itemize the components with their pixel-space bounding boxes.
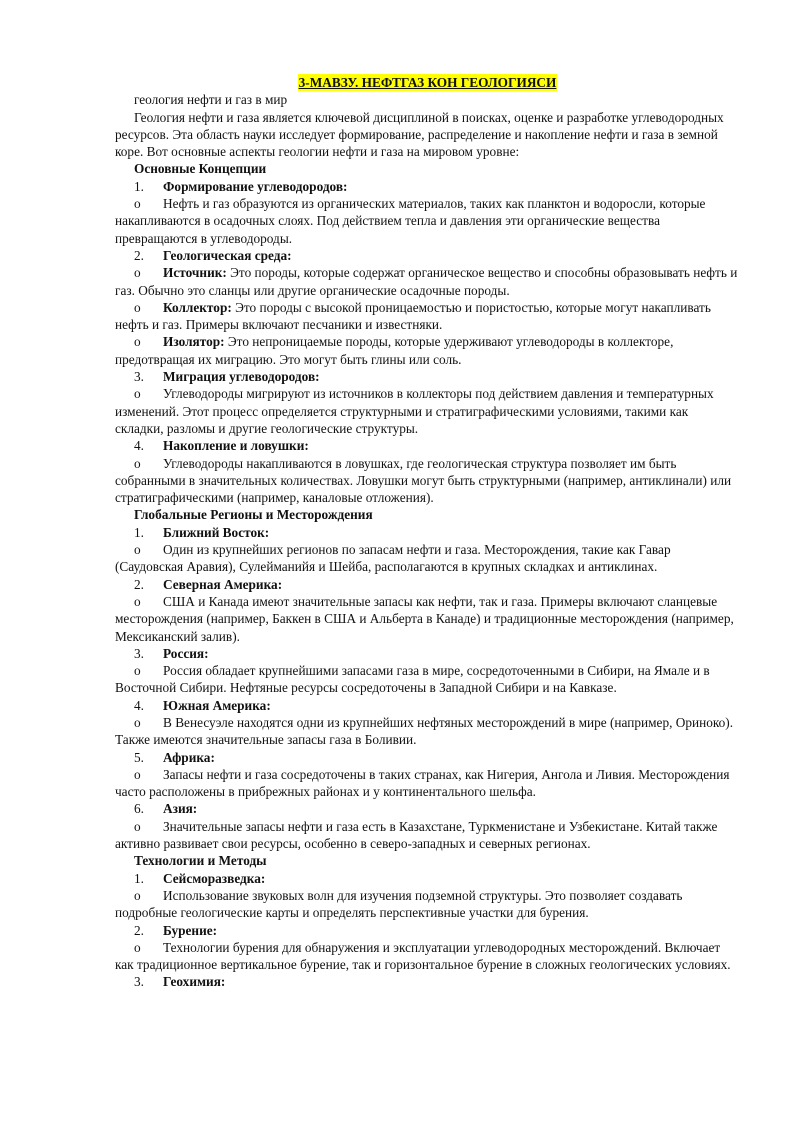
sub-item-lead: Коллектор: [163, 299, 232, 315]
sub-item-text: Запасы нефти и газа сосредоточены в таких странах, как Нигерия, Ангола и Ливия. Месторождения часто расположены в прибрежных районах и у континентального шельфа. [115, 766, 730, 800]
sub-item [115, 818, 740, 853]
sub-item-text: Один из крупнейших регионов по запасам нефти и газа. Месторождения, такие как Гавар (Саудовская Аравия), Сулейманийя и Шейба, располагаются в крупных складках и антиклинах. [115, 542, 671, 575]
numbered-item [115, 368, 740, 385]
bullet-marker: o [134, 714, 141, 730]
sub-item-text: В Венесуэле находятся одни из крупнейших нефтяных месторождений в мире (например, Ориноко). Также имеются значительные запасы газа в Боливии. [115, 714, 734, 748]
bullet-marker: o [134, 663, 141, 679]
bullet-marker: o [134, 593, 141, 609]
item-number: 2. [134, 576, 144, 592]
item-number: 4. [134, 438, 144, 454]
sub-item-text: Нефть и газ образуются из органических материалов, таких как планктон и водоросли, которые накапливаются в осадочных слоях. Под действием тепла и давления эти органические вещества превращаются в углеводороды. [115, 196, 706, 246]
numbered-item [115, 247, 740, 264]
item-number: 3. [134, 369, 144, 385]
numbered-item [115, 524, 740, 541]
item-number: 2. [134, 922, 144, 938]
bullet-marker: o [134, 265, 141, 281]
bullet-marker: o [134, 939, 141, 955]
sub-item-text: Углеводороды накапливаются в ловушках, где геологическая структура позволяет им быть собранными в значительных количествах. Ловушки могут быть структурными (например, антиклинали) или стратиграфическими (например, каналовые отложения). [115, 455, 732, 506]
numbered-item [115, 922, 740, 939]
section-heading: Основные Концепции [134, 161, 267, 177]
item-label: Россия: [163, 645, 209, 661]
item-label: Южная Америка: [163, 697, 271, 713]
sub-item [115, 939, 740, 974]
numbered-item [115, 973, 740, 990]
sub-item [115, 385, 740, 437]
sub-item-text: Углеводороды мигрируют из источников в коллекторы под действием давления и температурных изменений. Этот процесс определяется структурными и стратиграфическими условиями, такими как складки, разломы и другие геологические структуры. [115, 386, 714, 436]
item-number: 3. [134, 645, 144, 661]
item-label: Ближний Восток: [163, 524, 270, 540]
item-number: 1. [134, 870, 144, 886]
numbered-item [115, 576, 740, 593]
sub-item-text: Это непроницаемые породы, которые удерживают углеводороды в коллекторе, предотвращая их миграцию. Это могут быть глины или соль. [115, 334, 674, 367]
section-heading: Технологии и Методы [134, 853, 267, 869]
sub-item [115, 455, 740, 507]
item-number: 4. [134, 697, 144, 713]
item-label: Накопление и ловушки: [163, 438, 309, 454]
numbered-item [115, 437, 740, 454]
sub-item [115, 541, 740, 576]
bullet-marker: o [134, 386, 141, 402]
item-number: 1. [134, 178, 144, 194]
sub-item [115, 299, 740, 334]
document-subtitle: геология нефти и газ в мир [134, 92, 288, 108]
sub-item-text: Это породы с высокой проницаемостью и пористостью, которые могут накапливать нефть и газ. Примеры включают песчаники и известняки. [115, 299, 711, 333]
numbered-item [115, 749, 740, 766]
sub-item [115, 333, 740, 368]
sub-item [115, 195, 740, 247]
sub-item [115, 593, 740, 645]
bullet-marker: o [134, 334, 141, 350]
item-label: Азия: [163, 801, 198, 817]
sub-item [115, 887, 740, 922]
bullet-marker: o [134, 196, 141, 212]
item-label: Миграция углеводородов: [163, 369, 320, 385]
item-number: 5. [134, 749, 144, 765]
sub-item [115, 264, 740, 299]
bullet-marker: o [134, 766, 141, 782]
item-label: Сейсморазведка: [163, 870, 266, 886]
title-wrap [115, 74, 740, 91]
sections-container [115, 160, 740, 990]
bullet-marker: o [134, 299, 141, 315]
item-label: Бурение: [163, 922, 218, 938]
sub-item-text: Россия обладает крупнейшими запасами газа в мире, сосредоточенными в Сибири, на Ямале и в Восточной Сибири. Нефтяные ресурсы сосредоточены в Западной Сибири и на Кавказе. [115, 663, 710, 696]
item-label: Северная Америка: [163, 576, 283, 592]
item-label: Геохимия: [163, 974, 226, 990]
sub-item-text: Это породы, которые содержат органическое вещество и способны образовывать нефть и газ. Обычно это сланцы или другие органические осадочные породы. [115, 265, 738, 298]
bullet-marker: o [134, 455, 141, 471]
item-number: 6. [134, 801, 144, 817]
numbered-item [115, 645, 740, 662]
numbered-item [115, 697, 740, 714]
document-title: 3-МАВЗУ. НЕФТГАЗ КОН ГЕОЛОГИЯСИ [298, 75, 557, 90]
item-number: 3. [134, 974, 144, 990]
item-label: Геологическая среда: [163, 247, 292, 263]
sub-item-text: Значительные запасы нефти и газа есть в Казахстане, Туркменистане и Узбекистане. Китай также активно развивает свои ресурсы, особенно в северо-западных и северных регионах. [115, 818, 718, 852]
sub-item-lead: Изолятор: [163, 334, 225, 350]
item-number: 2. [134, 247, 144, 263]
numbered-item [115, 800, 740, 817]
intro-paragraph: Геология нефти и газа является ключевой дисциплиной в поисках, оценке и разработке углеводородных ресурсов. Эта область науки исследует формирование, распределение и накопление нефти и газа в земной коре. Вот основные аспекты геологии нефти и газа на мировом уровне: [115, 109, 724, 160]
sub-item [115, 766, 740, 801]
bullet-marker: o [134, 818, 141, 834]
section-heading: Глобальные Регионы и Месторождения [134, 507, 373, 523]
sub-item-text: США и Канада имеют значительные запасы как нефти, так и газа. Примеры включают сланцевые месторождения (например, Баккен в США и Альберта в Канаде) и традиционные месторождения (например, Мексиканский залив). [115, 593, 734, 644]
sub-item-lead: Источник: [163, 265, 227, 281]
bullet-marker: o [134, 542, 141, 558]
sub-item [115, 662, 740, 697]
bullet-marker: o [134, 887, 141, 903]
sub-item-text: Технологии бурения для обнаружения и эксплуатации углеводородных месторождений. Включает как традиционное вертикальное бурение, так и горизонтальное бурение в сложных геологических условиях. [115, 939, 731, 973]
item-label: Формирование углеводородов: [163, 178, 348, 194]
numbered-item [115, 870, 740, 887]
item-number: 1. [134, 524, 144, 540]
item-label: Африка: [163, 749, 215, 765]
sub-item-text: Использование звуковых волн для изучения подземной структуры. Это позволяет создавать подробные геологические карты и определять перспективные участки для бурения. [115, 887, 683, 921]
sub-item [115, 714, 740, 749]
numbered-item [115, 178, 740, 195]
